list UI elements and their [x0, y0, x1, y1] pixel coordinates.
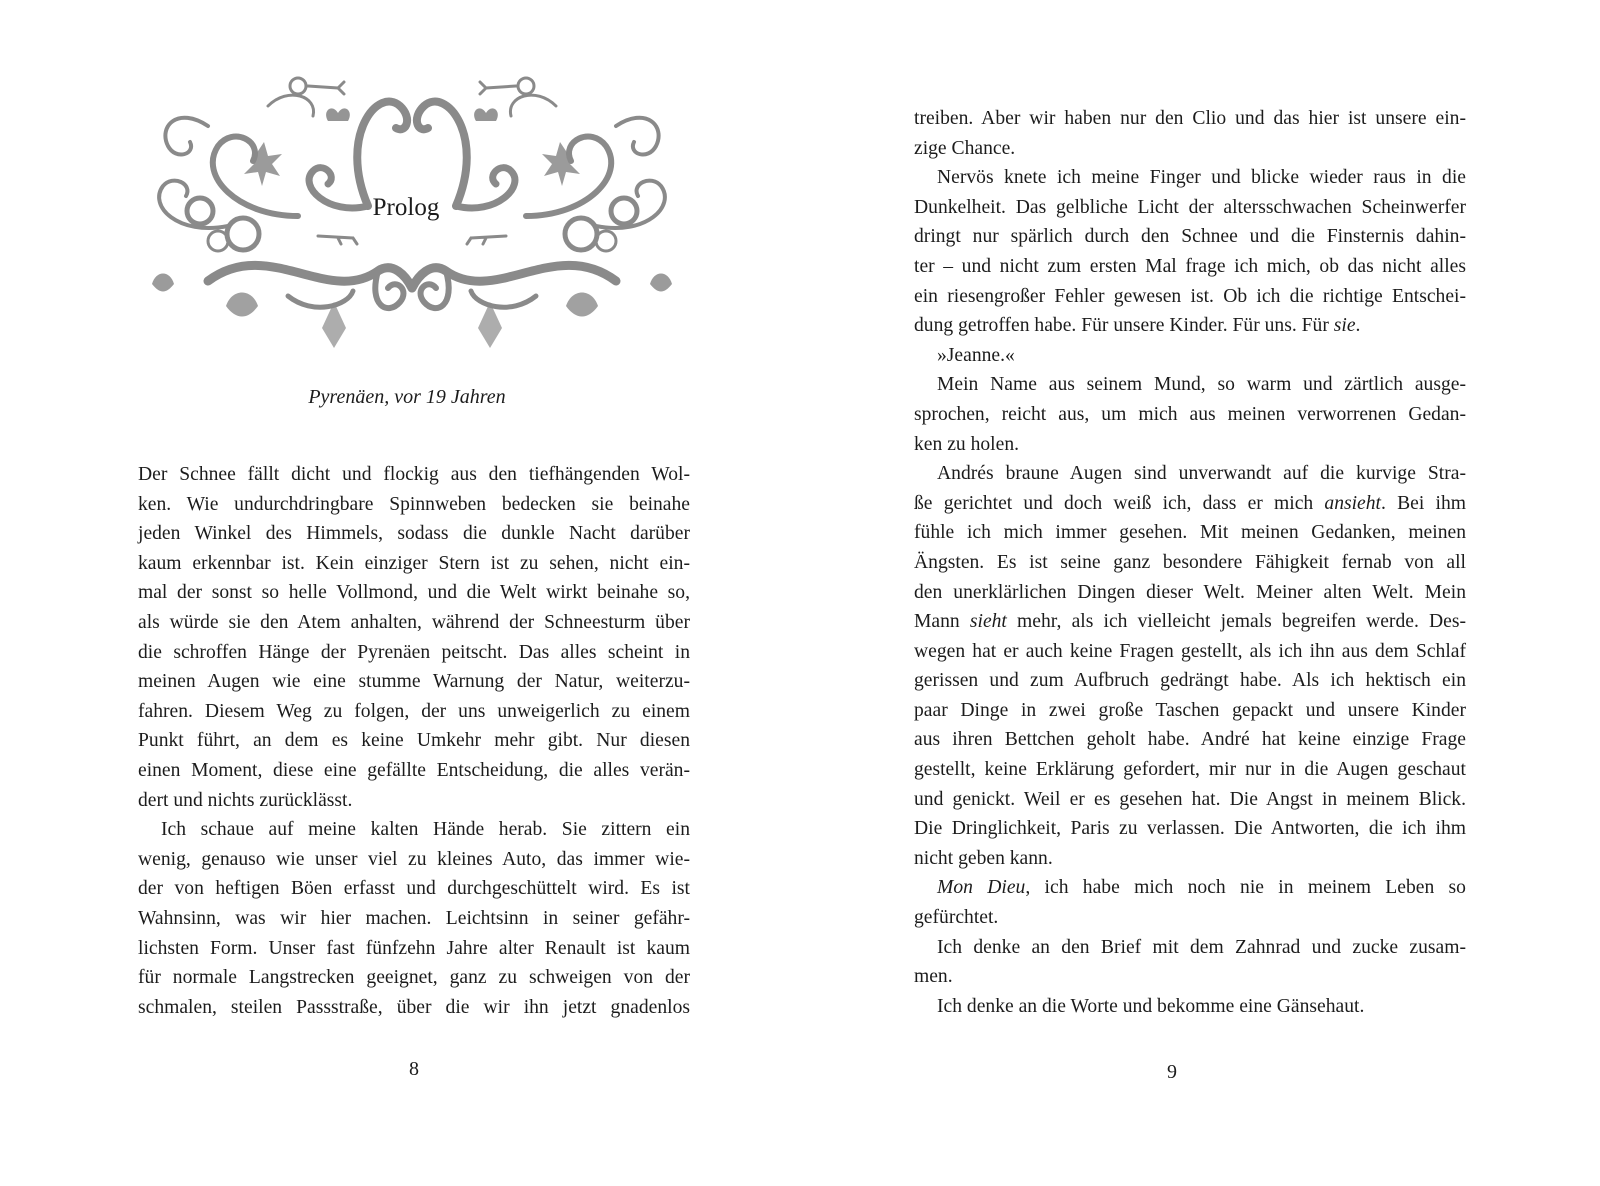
text-run: .	[1355, 315, 1361, 337]
paragraph	[914, 341, 1466, 371]
text-line: gefürchtet.	[914, 907, 999, 929]
paragraph	[914, 370, 1466, 459]
text-line: sprochen, reicht aus, um mich aus meinen verworrenen Gedan-	[914, 403, 1466, 425]
text-line: kaum erkennbar ist. Kein einziger Stern ist zu sehen, nicht ein-	[138, 552, 690, 574]
text-line: für normale Langstrecken geeignet, ganz zu schweigen von der	[138, 967, 690, 989]
italic-word: sieht	[969, 611, 1007, 633]
paragraph	[138, 460, 690, 815]
text-line: wegen hat er auch keine Fragen gestellt, als ich ihn aus dem Schlaf	[914, 640, 1466, 662]
text-line: Dunkelheit. Das gelbliche Licht der altersschwachen Scheinwerfer	[914, 196, 1466, 218]
text-line: den unerklärlichen Dingen dieser Welt. Meiner alten Welt. Mein	[914, 581, 1466, 603]
paragraph	[914, 163, 1466, 341]
text-line: treiben. Aber wir haben nur den Clio und das hier ist unsere ein-	[914, 108, 1466, 129]
text-line: dringt nur spärlich durch den Schnee und die Finsternis dahin-	[914, 226, 1466, 248]
text-line: Ängsten. Es ist seine ganz besondere Fähigkeit fernab von all	[914, 551, 1466, 573]
text-line: men.	[914, 966, 953, 988]
text-line: als würde sie den Atem anhalten, während der Schneesturm über	[138, 611, 690, 633]
text-line: Ich denke an die Worte und bekomme eine Gänsehaut.	[937, 995, 1365, 1017]
text-line: einen Moment, diese eine gefällte Entscheidung, die alles verän-	[138, 759, 690, 781]
text-line: zige Chance.	[914, 137, 1016, 159]
paragraph	[914, 104, 1466, 163]
text-line: lichsten Form. Unser fast fünfzehn Jahre alter Renault ist kaum	[138, 937, 690, 959]
text-line: Andrés braune Augen sind unverwandt auf die kurvige Stra-	[937, 463, 1466, 485]
text-line: fühle ich mich immer gesehen. Mit meinen Gedanken, meinen	[914, 522, 1466, 544]
right-body-text	[914, 104, 1466, 1021]
text-line: jeden Winkel des Himmels, sodass die dunkle Nacht darüber	[138, 523, 690, 545]
chapter-subtitle: Pyrenäen, vor 19 Jahren	[308, 386, 506, 408]
text-line: ße gerichtet und doch weiß ich, dass er mich ansieht. Bei ihm	[914, 492, 1466, 514]
text-line: Ich denke an den Brief mit dem Zahnrad und zucke zusam-	[937, 936, 1466, 958]
text-line: ein riesengroßer Fehler gewesen ist. Ob ich die richtige Entschei-	[914, 285, 1466, 307]
text-line: meinen Augen wie eine stumme Warnung der Natur, weiterzu-	[138, 671, 690, 693]
left-body-text	[138, 460, 690, 1022]
right-page	[800, 0, 1600, 1186]
paragraph	[138, 815, 690, 1022]
text-line: »Jeanne.«	[937, 344, 1015, 366]
text-line: wenig, genauso wie unser viel zu kleines Auto, das immer wie-	[138, 848, 690, 870]
italic-word: sie	[1333, 315, 1356, 337]
paragraph	[914, 992, 1466, 1022]
text-line: der von heftigen Böen erfasst und durchgeschüttelt wird. Es ist	[138, 878, 690, 900]
text-line: ter – und nicht zum ersten Mal frage ich mich, ob das nicht alles	[914, 255, 1466, 277]
text-line: ken zu holen.	[914, 433, 1020, 455]
italic-word: Mon Dieu	[937, 877, 1026, 899]
text-line: und genickt. Weil er es gesehen hat. Die Angst in meinem Blick.	[914, 788, 1466, 810]
text-line: Ich schaue auf meine kalten Hände herab. Sie zittern ein	[161, 819, 690, 841]
page-number: 9	[1167, 1061, 1177, 1083]
text-line: dert und nichts zurücklässt.	[138, 789, 353, 811]
paragraph	[914, 873, 1466, 932]
text-line: Mein Name aus seinem Mund, so warm und zärtlich ausge-	[937, 374, 1466, 396]
text-line: Nervös knete ich meine Finger und blicke wieder raus in die	[937, 167, 1466, 189]
text-line: nicht geben kann.	[914, 847, 1053, 869]
text-line: ken. Wie undurchdringbare Spinnweben bedecken sie beinahe	[138, 493, 690, 515]
chapter-title: Prolog	[372, 194, 440, 221]
text-line: Mon Dieu, ich habe mich noch nie in meinem Leben so	[937, 877, 1466, 899]
paragraph	[914, 459, 1466, 873]
text-line	[914, 311, 1466, 341]
text-line: Wahnsinn, was wir hier machen. Leichtsinn in seiner gefähr-	[138, 907, 690, 929]
paragraph	[914, 933, 1466, 992]
text-line: gestellt, keine Erklärung gefordert, mir nur in die Augen geschaut	[914, 759, 1466, 781]
text-line: aus ihren Bettchen geholt habe. André hat keine einzige Frage	[914, 729, 1466, 751]
text-line: paar Dinge in zwei große Taschen gepackt und unsere Kinder	[914, 699, 1466, 721]
text-line: mal der sonst so helle Vollmond, und die Welt wirkt beinahe so,	[138, 582, 690, 604]
text-line: Die Dringlichkeit, Paris zu verlassen. Die Antworten, die ich ihm	[914, 818, 1466, 840]
text-line: Mann sieht mehr, als ich vielleicht jemals begreifen werde. Des-	[914, 611, 1466, 633]
text-run: dung getroffen habe. Für unsere Kinder. Für uns. Für	[914, 315, 1334, 337]
italic-word: ansieht	[1324, 492, 1381, 514]
page-number: 8	[409, 1058, 419, 1080]
text-line: die schroffen Hänge der Pyrenäen peitscht. Das alles scheint in	[138, 641, 690, 663]
text-line: Der Schnee fällt dicht und flockig aus den tiefhängenden Wol-	[138, 464, 690, 485]
text-line: gerissen und zum Aufbruch gedrängt habe. Als ich hektisch ein	[914, 670, 1466, 692]
text-line: schmalen, steilen Passstraße, über die wir ihn jetzt gnadenlos	[138, 996, 690, 1018]
text-line: fahren. Diesem Weg zu folgen, der uns unweigerlich zu einem	[138, 700, 690, 722]
text-line: Punkt führt, an dem es keine Umkehr mehr gibt. Nur diesen	[138, 730, 690, 752]
